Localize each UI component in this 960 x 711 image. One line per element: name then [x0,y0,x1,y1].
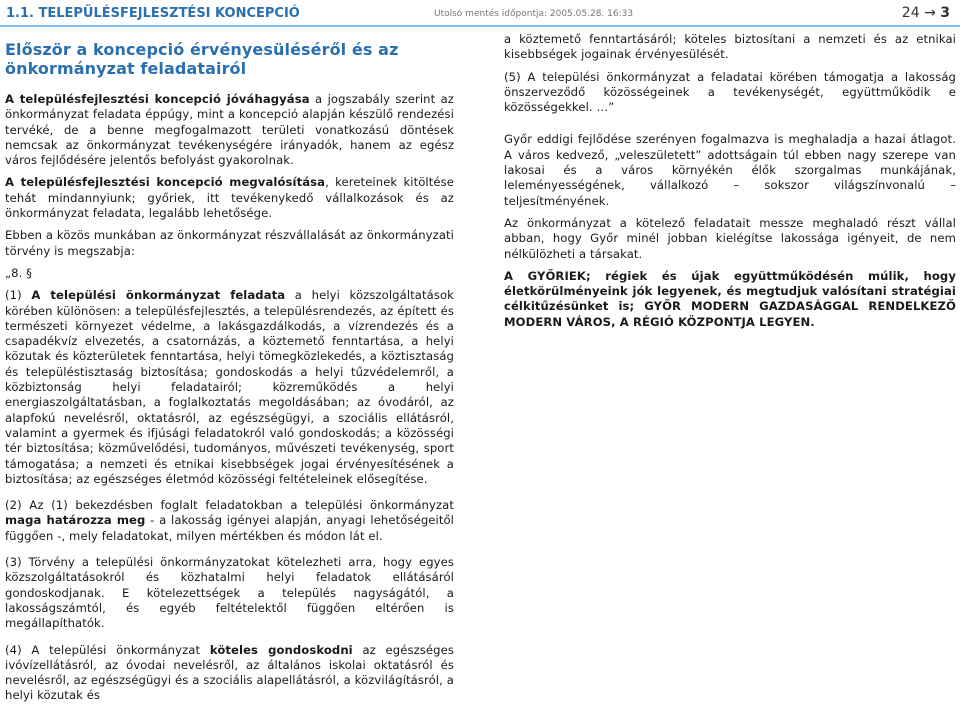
left-column [5,32,454,711]
paragraph-law-5: (5) A települési önkormányzat a feladatai körében támogatja a lakosság önszerveződő közösségeinek a tevékenységét, együttműködik e közösségekkel. …” [504,69,956,115]
paragraph-law-1 [5,288,454,487]
paragraph-gyor-development: Győr eddigi fejlődése szerényen fogalmazva is meghaladja a hazai átlagot. A város kedvező, „veleszületett” adottságain túl ebben nagy szerepe van lakosai és a város környékén élők szorgalmas munkájának, leleményességének, vállalkozó – sokszor világszínvonalú – teljesítményének. [504,132,956,208]
law-4-text: az egészséges ivóvízellátásról, az óvodai nevelésről, az általános iskolai oktatásról és nevelésről, az egészségügyi és a szociális alapellátásról, a közvilágításról, a helyi közutak és [5,642,454,703]
paragraph-implementation [5,175,454,221]
implementation-bold: A településfejlesztési koncepció megvalósítása [5,175,326,190]
law-4-prefix: (4) A települési önkormányzat [5,642,210,657]
right-column [504,32,956,337]
arrow-icon: → [924,5,936,21]
last-saved-text: Utolsó mentés időpontja: 2005.05.28. 16:33 [434,9,634,19]
paragraph-law-intro: Ebben a közös munkában az önkormányzat részvállalását az önkormányzati törvény is megszabja: [5,228,454,258]
paragraph-law-4 [5,643,454,704]
page-number [902,5,950,21]
implementation-text: , kereteinek kitöltése tehát mindannyiunk; győriek, itt tevékenykedő vállalkozások és az önkormányzat feladata, legalább lehetősége. [5,175,454,221]
page-header [0,0,960,28]
paragraph-continuation: a köztemető fenntartásáról; köteles biztosítani a nemzeti és az etnikai kisebbségek jogainak érvényesülését. [504,32,956,62]
paragraph-approval [5,92,454,168]
paragraph-law-2 [5,498,454,544]
law-1-bold: A települési önkormányzat feladata [31,288,286,303]
law-1-prefix: (1) [5,288,32,303]
header-rule [0,25,960,27]
approval-bold: A településfejlesztési koncepció jóváhagyása [5,92,310,106]
law-2-bold: maga határozza meg [5,513,146,528]
page-current: 24 [901,5,920,21]
law-2-prefix: (2) Az (1) bekezdésben foglalt feladatokban a települési önkormányzat [5,498,454,513]
law-2-text: - a lakosság igényei alapján, anyagi lehetőségeitől függően -, mely feladatokat, milyen mértékben és módon lát el. [5,513,454,543]
approval-text: a jogszabály szerint az önkormányzat feladata éppúgy, mint a koncepció alapján készülő rendezési tervéké, de a benne megfogalmazott területi vonatkozású döntések nemcsak az önkormányzat tevékenységére irányadók, hanem az egész város fejlődésére jelentős befolyást gyakorolnak. [5,92,454,168]
section-title: 1.1. TELEPÜLÉSFEJLESZTÉSI KONCEPCIÓ [6,6,300,21]
law-1-text: a helyi közszolgáltatások körében különösen: a településfejlesztés, a településrendezés, az épített és természeti környezet védelme, a lakásgazdálkodás, a vízrendezés és a csapadékvíz elvezetés, a csatornázás, a köztemető fenntartása, a helyi közutak és közterületek fenntartása, helyi tömegközlekedés, a köztisztaság és településtisztaság biztosítása; gondoskodás a helyi tűzvédelemről, a közbiztonság helyi feladatairól; közreműködés a helyi energiaszolgáltatásban, a foglalkoztatás megoldásában; az óvodáról, az alapfokú nevelésről, oktatásról, az egészségügyi, a szociális ellátásról, valamint a gyermek és ifjúsági feladatokról való gondoskodás; a közösségi tér biztosítása; közművelődési, tudományos, művészeti tevékenység, sport támogatása; a nemzeti és etnikai kisebbségek jogai érvényesítésének a biztosítása; az egészséges életmód közösségi feltételeinek elősegítése. [5,288,454,486]
page-next: 3 [940,5,950,21]
paragraph-goal: A GYŐRIEK; régiek és újak együttműködésén múlik, hogy életkörülményeink jók legyenek, és megtudjuk valósítani stratégiai célkitűzésünket is; GYŐR MODERN GAZDASÁGGAL RENDELKEZŐ MODERN VÁROS, A RÉGIÓ KÖZPONTJA LEGYEN. [504,268,956,329]
paragraph-law-3: (3) Törvény a települési önkormányzatokat kötelezheti arra, hogy egyes közszolgáltatásokról és közhatalmi helyi feladatok ellátásáról gondoskodjanak. E kötelezettségek a település nagyságától, a lakosságszámtól, és egyéb feltételektől függően eltérően is megállapíthatók. [5,555,454,631]
law-4-bold: köteles gondoskodni [209,642,353,657]
section-heading: Először a koncepció érvényesüléséről és az önkormányzat feladatairól [5,40,399,78]
paragraph-municipality: Az önkormányzat a kötelező feladatait messze meghaladó részt vállal abban, hogy Győr minél jobban kielégítse lakossága igényeit, de nem nélkülözheti a társakat. [504,215,956,261]
paragraph-section-mark: „8. § [5,265,33,280]
